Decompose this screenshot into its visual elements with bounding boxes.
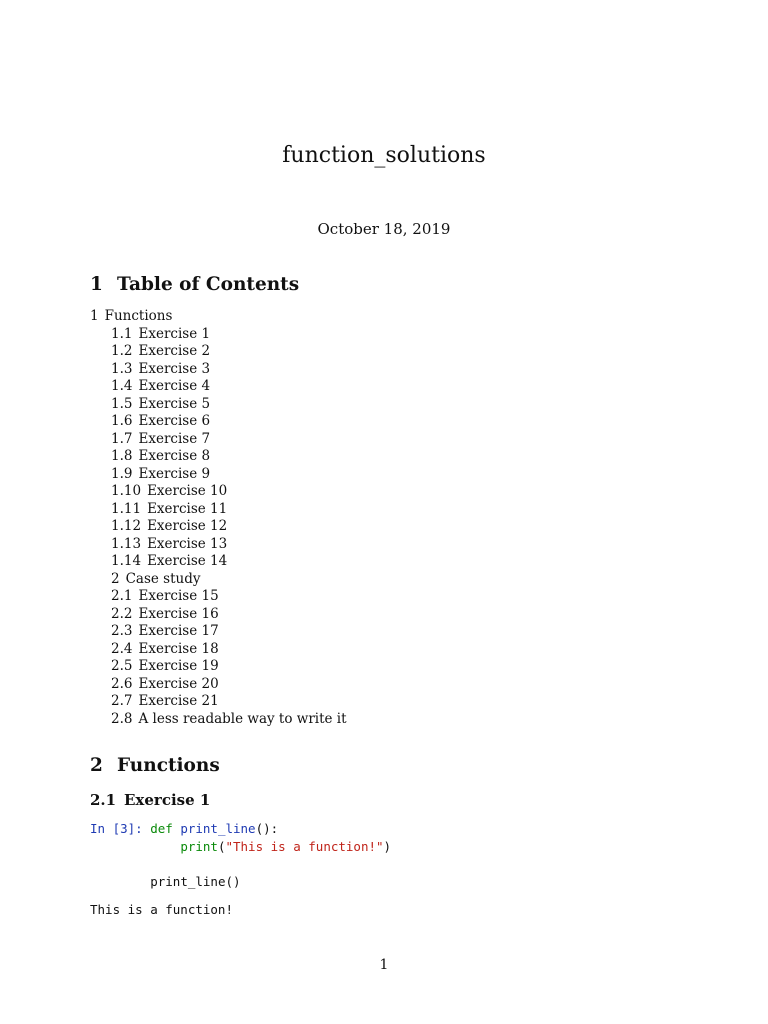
section-number: 2 [90, 755, 103, 776]
toc-item-number: 2.8 [111, 710, 133, 727]
toc-item-number: 2.5 [111, 658, 133, 674]
toc-item-number: 1.13 [111, 535, 142, 552]
toc-item-label: Functions [104, 308, 173, 324]
page-number: 1 [379, 957, 389, 973]
toc-item-label: Exercise 20 [138, 675, 219, 692]
toc-item[interactable] [90, 588, 347, 606]
functions-heading [90, 754, 220, 778]
toc-item[interactable] [90, 658, 347, 676]
toc-heading [90, 273, 299, 297]
toc-item-number: 1.14 [111, 553, 142, 569]
toc-item-number: 1.2 [111, 343, 133, 359]
section-number: 1 [90, 274, 103, 295]
exercise-1-heading [90, 790, 210, 810]
call-line: print_line() [150, 873, 241, 889]
toc-item-label: Exercise 7 [138, 430, 211, 447]
paren-close: ) [383, 838, 392, 854]
toc-item-label: Exercise 19 [138, 658, 219, 674]
toc-item-label: Exercise 21 [138, 693, 219, 709]
toc-item-label: Exercise 9 [138, 465, 211, 482]
toc-item-number: 2.3 [111, 623, 133, 639]
toc-item[interactable] [90, 571, 347, 589]
toc-item[interactable] [90, 641, 347, 659]
function-name: print_line [180, 821, 256, 836]
toc-item-number: 1.9 [111, 465, 133, 482]
toc-item-number: 1.6 [111, 413, 133, 429]
input-prompt: In [3]: [90, 821, 143, 836]
toc-item-label: Exercise 3 [138, 360, 211, 377]
toc-item-label: Exercise 4 [138, 378, 211, 394]
toc-item[interactable] [90, 308, 347, 326]
toc-item[interactable] [90, 343, 347, 361]
toc-item[interactable] [90, 466, 347, 484]
toc-item-label: Exercise 6 [138, 413, 211, 429]
toc-item-label: Exercise 11 [147, 500, 228, 517]
toc-item-number: 1.11 [111, 500, 142, 517]
toc-item[interactable] [90, 413, 347, 431]
toc-item[interactable] [90, 448, 347, 466]
toc-item[interactable] [90, 483, 347, 501]
code-cell [90, 820, 391, 890]
toc-item-label: Exercise 8 [138, 448, 211, 464]
section-title: Table of Contents [117, 274, 300, 295]
toc-item-label: Exercise 2 [138, 343, 211, 359]
toc-item-number: 1.8 [111, 448, 133, 464]
toc-item[interactable] [90, 606, 347, 624]
document-date: October 18, 2019 [317, 220, 451, 238]
string-literal: "This is a function!" [225, 838, 384, 854]
toc-item[interactable] [90, 553, 347, 571]
toc-item-number: 1.3 [111, 360, 133, 377]
subsection-title: Exercise 1 [124, 791, 211, 809]
toc-item[interactable] [90, 501, 347, 519]
toc-item-number: 1.4 [111, 378, 133, 394]
toc-item-number: 2 [111, 570, 120, 587]
toc-item-label: Exercise 17 [138, 623, 219, 639]
section-title: Functions [117, 755, 220, 776]
toc-item-number: 1.1 [111, 325, 133, 342]
toc-item-number: 1.10 [111, 483, 142, 499]
toc-item-number: 2.1 [111, 588, 133, 604]
toc-item-number: 2.4 [111, 640, 133, 657]
toc-item-label: Exercise 13 [147, 535, 228, 552]
toc-item-label: Exercise 18 [138, 640, 219, 657]
toc-item-label: A less readable way to write it [138, 710, 347, 727]
def-keyword: def [150, 821, 173, 836]
paren-open: ( [217, 838, 226, 854]
toc-item-number: 1.7 [111, 430, 133, 447]
toc-item-label: Exercise 1 [138, 325, 211, 342]
toc-item[interactable] [90, 361, 347, 379]
toc-item[interactable] [90, 518, 347, 536]
toc-item-label: Exercise 16 [138, 605, 219, 622]
toc-item-number: 2.7 [111, 693, 133, 709]
toc-item-label: Exercise 5 [138, 395, 211, 412]
toc-item-label: Exercise 14 [147, 553, 228, 569]
toc-item-label: Exercise 15 [138, 588, 219, 604]
toc-item[interactable] [90, 536, 347, 554]
toc-item-number: 1 [90, 308, 99, 324]
print-builtin: print [180, 838, 218, 854]
toc-item[interactable] [90, 676, 347, 694]
table-of-contents [90, 308, 347, 728]
toc-item-number: 1.12 [111, 518, 142, 534]
toc-item[interactable] [90, 711, 347, 729]
document-title: function_solutions [282, 143, 486, 168]
subsection-number: 2.1 [90, 791, 117, 809]
toc-item[interactable] [90, 623, 347, 641]
toc-item-label: Exercise 10 [147, 483, 228, 499]
toc-item-label: Exercise 12 [147, 518, 228, 534]
toc-item[interactable] [90, 693, 347, 711]
toc-item-label: Case study [125, 570, 201, 587]
toc-item[interactable] [90, 326, 347, 344]
def-suffix: (): [255, 821, 279, 836]
toc-item[interactable] [90, 431, 347, 449]
toc-item[interactable] [90, 378, 347, 396]
toc-item-number: 2.6 [111, 675, 133, 692]
toc-item[interactable] [90, 396, 347, 414]
toc-item-number: 1.5 [111, 395, 133, 412]
toc-item-number: 2.2 [111, 605, 133, 622]
cell-output: This is a function! [90, 902, 233, 917]
